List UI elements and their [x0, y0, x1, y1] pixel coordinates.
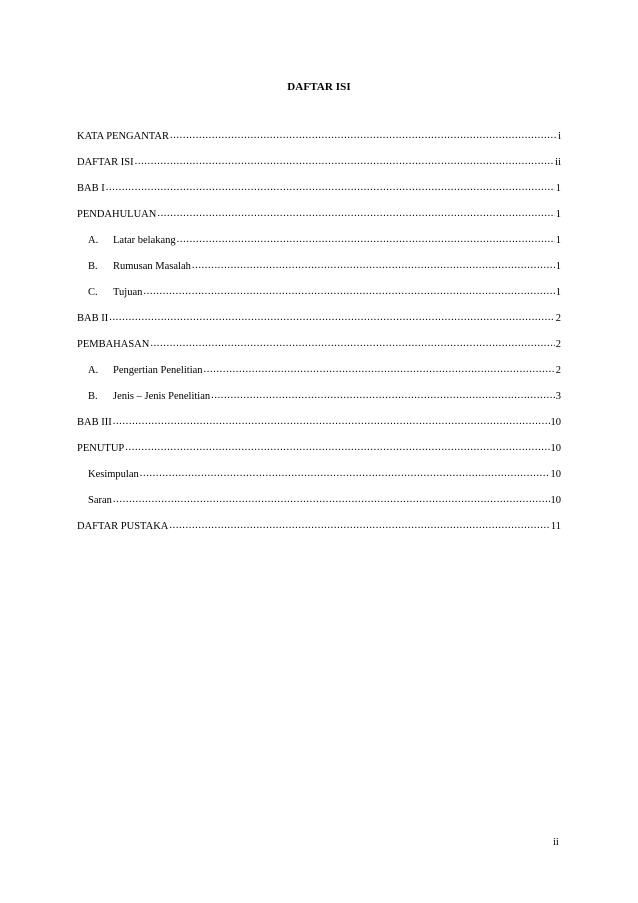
toc-entry-label: BAB I	[77, 183, 105, 194]
toc-entry-kata-pengantar	[77, 130, 561, 156]
toc-entry-page: 2	[555, 313, 561, 324]
toc-entry-number: B.	[88, 391, 98, 402]
toc-entry-label: KATA PENGANTAR	[77, 131, 169, 142]
toc-entry-page: ii	[555, 157, 561, 168]
toc-entry-bab-ii	[77, 312, 561, 338]
toc-entry-number: C.	[88, 287, 98, 298]
toc-entry-bab-iii	[77, 416, 561, 442]
dot-leader	[211, 389, 555, 402]
toc-entry-label: Kesimpulan	[88, 469, 139, 480]
toc-entry-page: 2	[555, 365, 561, 376]
toc-entry-number: A.	[88, 365, 99, 376]
dot-leader	[109, 311, 555, 324]
toc-entry-page: 1	[555, 183, 561, 194]
toc-entry-page: 10	[550, 443, 561, 454]
dot-leader	[157, 207, 554, 220]
toc-entry-page: 10	[550, 469, 561, 480]
toc-entry-page: 1	[555, 209, 561, 220]
toc-entry-jenis-penelitian	[77, 390, 561, 416]
table-of-contents	[77, 130, 561, 546]
toc-entry-bab-i	[77, 182, 561, 208]
toc-entry-saran	[77, 494, 561, 520]
toc-entry-label: BAB II	[77, 313, 109, 324]
toc-entry-daftar-pustaka	[77, 520, 561, 546]
toc-entry-pengertian-penelitian	[77, 364, 561, 390]
toc-entry-label: Latar belakang	[113, 235, 176, 246]
toc-entry-rumusan-masalah	[77, 260, 561, 286]
toc-entry-number: A.	[88, 235, 99, 246]
toc-entry-page: 11	[550, 521, 561, 532]
toc-entry-page: 2	[555, 339, 561, 350]
dot-leader	[169, 519, 550, 532]
toc-entry-label: PENUTUP	[77, 443, 125, 454]
toc-entry-latar-belakang	[77, 234, 561, 260]
dot-leader	[106, 181, 555, 194]
toc-entry-label: DAFTAR PUSTAKA	[77, 521, 169, 532]
toc-entry-page: 10	[550, 495, 561, 506]
toc-entry-label: DAFTAR ISI	[77, 157, 134, 168]
toc-entry-label: Jenis – Jenis Penelitian	[113, 391, 211, 402]
toc-entry-tujuan	[77, 286, 561, 312]
toc-entry-pendahuluan	[77, 208, 561, 234]
toc-entry-daftar-isi	[77, 156, 561, 182]
dot-leader	[150, 337, 554, 350]
toc-entry-label: Tujuan	[113, 287, 143, 298]
dot-leader	[140, 467, 550, 480]
toc-entry-page: 1	[555, 287, 561, 298]
dot-leader	[113, 415, 550, 428]
dot-leader	[192, 259, 555, 272]
toc-entry-page: 10	[550, 417, 561, 428]
dot-leader	[113, 493, 550, 506]
toc-entry-label: PENDAHULUAN	[77, 209, 157, 220]
toc-entry-number: B.	[88, 261, 98, 272]
toc-entry-page: 1	[555, 261, 561, 272]
toc-entry-label: Pengertian Penelitian	[113, 365, 203, 376]
toc-entry-pembahasan	[77, 338, 561, 364]
toc-entry-label: PEMBAHASAN	[77, 339, 150, 350]
dot-leader	[204, 363, 555, 376]
toc-entry-label: BAB III	[77, 417, 112, 428]
dot-leader	[177, 233, 555, 246]
toc-entry-kesimpulan	[77, 468, 561, 494]
toc-entry-label: Saran	[88, 495, 112, 506]
dot-leader	[135, 155, 555, 168]
toc-entry-page: 3	[555, 391, 561, 402]
toc-entry-page: 1	[555, 235, 561, 246]
toc-entry-page: i	[558, 131, 561, 142]
toc-title: DAFTAR ISI	[287, 81, 351, 93]
dot-leader	[170, 129, 556, 142]
footer-page-number: ii	[553, 837, 559, 848]
toc-entry-penutup	[77, 442, 561, 468]
dot-leader	[125, 441, 549, 454]
dot-leader	[143, 285, 554, 298]
toc-entry-label: Rumusan Masalah	[113, 261, 191, 272]
